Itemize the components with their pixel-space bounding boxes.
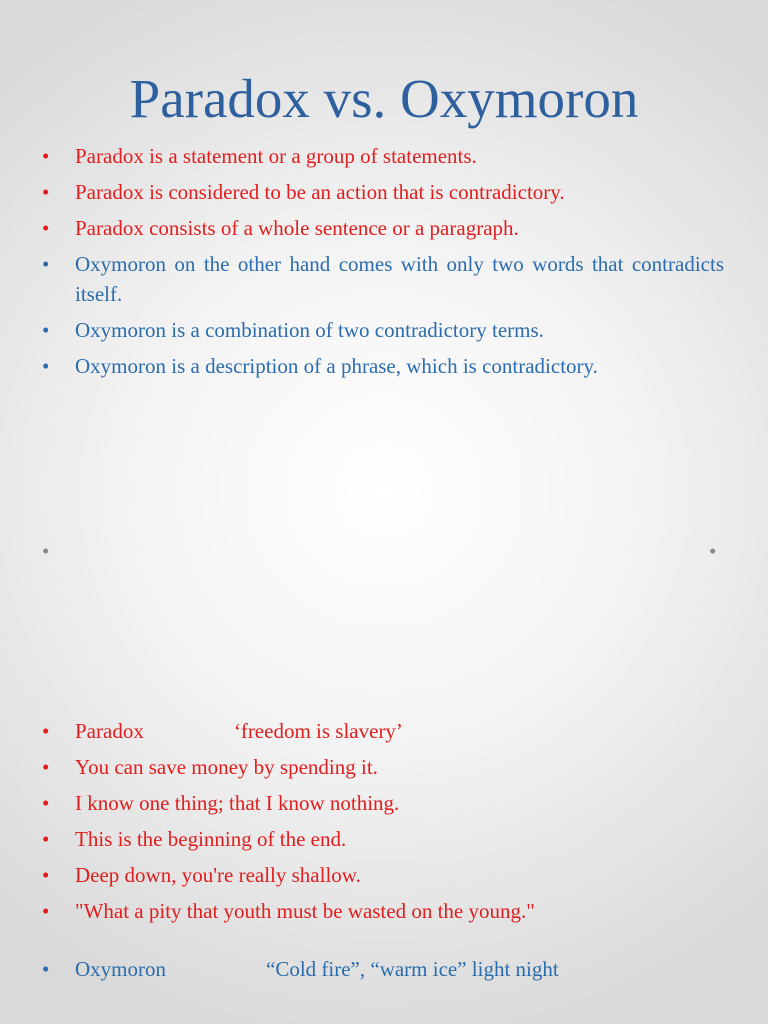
bullet-icon: • bbox=[42, 354, 50, 378]
bullet-icon: • bbox=[42, 252, 50, 276]
stray-bullet-left-icon: • bbox=[42, 539, 50, 563]
list-item bbox=[42, 351, 615, 381]
list-item bbox=[42, 177, 724, 207]
bullet-icon: • bbox=[42, 180, 50, 204]
paradox-example: ‘freedom is slavery’ bbox=[233, 719, 403, 743]
definition-text: Paradox is considered to be an action that is contradictory. bbox=[75, 180, 565, 204]
oxymoron-label: Oxymoron bbox=[75, 957, 166, 981]
paradox-header-item bbox=[42, 716, 724, 746]
list-item bbox=[42, 896, 724, 926]
list-item bbox=[42, 141, 724, 171]
list-item bbox=[42, 860, 724, 890]
paradox-example-text: Deep down, you're really shallow. bbox=[75, 863, 361, 887]
list-item bbox=[42, 752, 724, 782]
list-item bbox=[42, 249, 724, 309]
stray-bullet-right-icon: • bbox=[709, 539, 717, 563]
paradox-label: Paradox bbox=[75, 719, 144, 743]
bullet-icon: • bbox=[42, 791, 50, 815]
definition-text: Oxymoron is a combination of two contradictory terms. bbox=[75, 318, 544, 342]
definitions-list bbox=[42, 141, 724, 387]
paradox-example-text: I know one thing; that I know nothing. bbox=[75, 791, 400, 815]
examples-list bbox=[42, 716, 724, 990]
paradox-example-text: "What a pity that youth must be wasted on the young." bbox=[75, 899, 535, 923]
oxymoron-example: “Cold fire”, “warm ice” light night bbox=[266, 957, 559, 981]
definition-text: Oxymoron on the other hand comes with only two words that contradicts itself. bbox=[75, 252, 724, 306]
paradox-example-text: You can save money by spending it. bbox=[75, 755, 378, 779]
list-item bbox=[42, 315, 724, 345]
bullet-icon: • bbox=[42, 719, 50, 743]
list-item bbox=[42, 824, 724, 854]
bullet-icon: • bbox=[42, 863, 50, 887]
bullet-icon: • bbox=[42, 144, 50, 168]
bullet-icon: • bbox=[42, 755, 50, 779]
definition-text: Paradox is a statement or a group of statements. bbox=[75, 144, 477, 168]
bullet-icon: • bbox=[42, 216, 50, 240]
bullet-icon: • bbox=[42, 957, 50, 981]
definition-text: Paradox consists of a whole sentence or a paragraph. bbox=[75, 216, 519, 240]
oxymoron-header-item bbox=[42, 954, 724, 984]
paradox-example-text: This is the beginning of the end. bbox=[75, 827, 347, 851]
bullet-icon: • bbox=[42, 318, 50, 342]
bullet-icon: • bbox=[42, 827, 50, 851]
bullet-icon: • bbox=[42, 899, 50, 923]
list-item bbox=[42, 788, 724, 818]
list-item bbox=[42, 213, 724, 243]
slide-title: Paradox vs. Oxymoron bbox=[129, 68, 639, 129]
definition-text: Oxymoron is a description of a phrase, which is contradictory. bbox=[75, 354, 598, 378]
